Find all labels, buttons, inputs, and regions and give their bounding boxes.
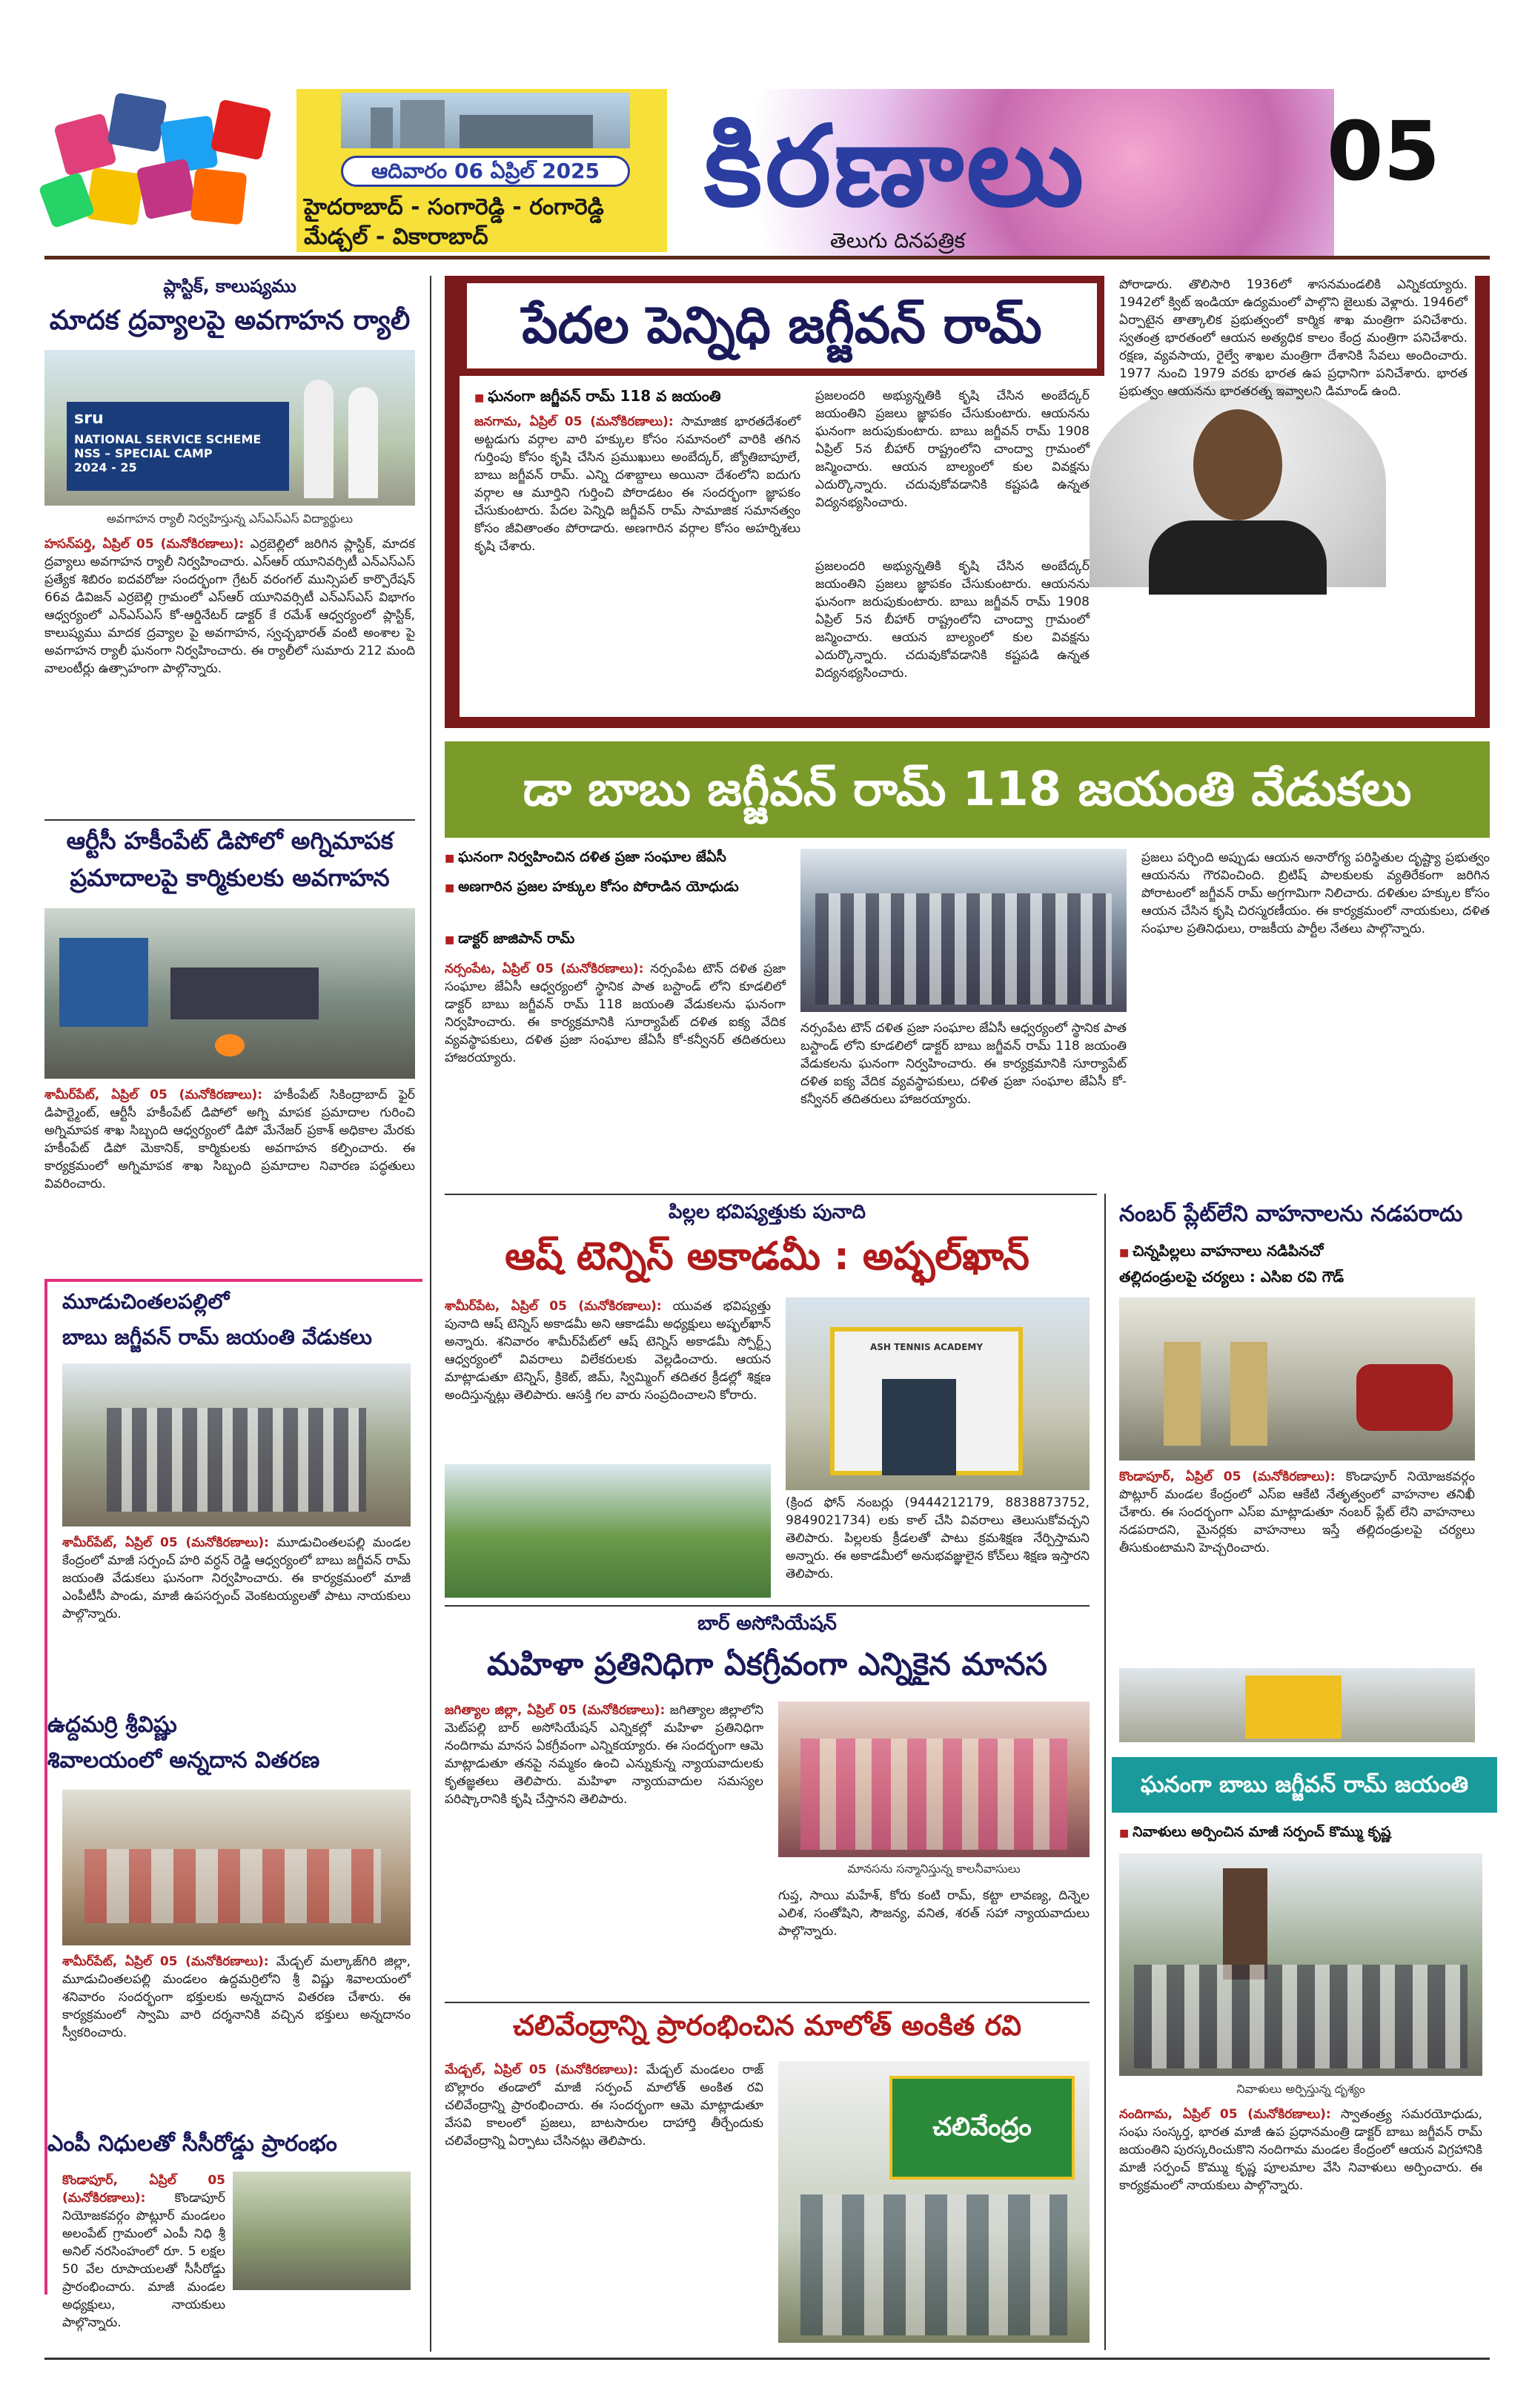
- tagline: తెలుగు దినపత్రిక: [830, 228, 966, 253]
- body-text: కొండాపూర్ నియోజకవర్గం పొట్లూర్ మండల కేంద్రంలో ఎస్ఐ ఆకేటి నేతృత్వంలో వాహనాల తనిఖీ చేశారు. ఈ సందర్భంగా ఎస్ఐ మాట్లాడుతూ నంబర్ ప్లేట్ లేని వాహనాలు నడపరాదని, మైనర్లకు వాహనాలు ఇస్తే తల్లిదండ్రులపై చర్యలు తీసుకుంటామని హెచ్చరించారు.: [1119, 1469, 1475, 1555]
- statue-tribute-photo: [1119, 1853, 1482, 2076]
- story-body-2: (క్రింద ఫోన్ నంబర్లు (9444212179, 8838873752, 9849021734) లకు కాల్ చేసి వివరాలు తెలుసుకోవచ్చని తెలిపారు. పిల్లలకు క్రీడలతో పాటు క్రమశిక్షణ నేర్పిస్తామని అన్నారు. ఈ అకాడమీలో అనుభవజ్ఞులైన కోచ్‌లు శిక్షణ ఇస్తారని తెలిపారు.: [786, 1495, 1090, 1581]
- tennis-story: [445, 1201, 1090, 1601]
- story-body: [62, 2172, 225, 2330]
- body-text: స్వాతంత్ర్య సమరయోధుడు, సంఘ సంస్కర్త, భారత మాజీ ఉప ప్రధానమంత్రి డాక్టర్ బాబు జగ్జీవన్ రామ్ జయంతిని పురస్కరించుకొని నందిగామ మండల కేంద్రంలో ఆయన విగ్రహానికి మాజీ సర్పంచ్ కొమ్ము కృష్ణ పూలమాల వేసి నివాళులు అర్పించారు. ఈ కార్యక్రమంలో నాయకులు పాల్గొన్నారు.: [1119, 2107, 1482, 2193]
- story-headline: మాదక ద్రవ్యాలపై అవగాహన ర్యాలీ: [49, 305, 411, 336]
- feature-col1: [474, 413, 800, 710]
- story-body: [62, 1534, 411, 1704]
- bar-headline: మహిళా ప్రతినిధిగా ఏకగ్రీవంగా ఎన్నికైన మానస: [487, 1646, 1047, 1682]
- story-headline-2: శివాలయంలో అన్నదాన వితరణ: [47, 1747, 320, 1773]
- banner-text: చలివేంద్రం: [932, 2112, 1032, 2142]
- story-body-2: గుప్త, సాయి మహేశ్, కోరు కంటి రామ్, కట్టా లావణ్య, దిన్నెల ఎలిశ, సంతోషిని, సౌజన్య, వనిత, శరత్ సహా న్యాయవాదులు పాల్గొన్నారు.: [778, 1888, 1090, 1939]
- dateline: హసన్‌పర్తి, ఏప్రిల్ 05 (మనోకిరణాలు):: [44, 537, 244, 552]
- story-body-2: నర్సంపేట టౌన్ దళిత ప్రజా సంఘాల జేఏసీ ఆధ్వర్యంలో స్థానిక పాత బస్టాండ్ లోని కూడలిలో డాక్టర్ బాబు జగ్జీవన్ రామ్ 118 జయంతి వేడుకలను ఘనంగా నిర్వహించారు. ఈ కార్యక్రమానికి సూర్యాపేట్ దళిత ఐక్య వేదిక వ్యవస్థాపకులు, దళిత ప్రజా సంఘాల జేఏసీ కో-కన్వీనర్ తదితరులు హాజరయ్యారు.: [800, 1021, 1127, 1107]
- story-body: [445, 1297, 771, 1461]
- nss-banner: [67, 402, 289, 491]
- photo-caption: నివాళులు అర్పిస్తున్న దృశ్యం: [1236, 2082, 1365, 2096]
- bullet-1: ■ నివాళులు అర్పించిన మాజీ సర్పంచ్ కొమ్ము కృష్ణ: [1119, 1824, 1490, 1844]
- academy-building-photo: [786, 1297, 1090, 1490]
- bullet-2: తల్లిదండ్రులపై చర్యలు : ఎసిఐ రవి గౌడ్: [1119, 1268, 1344, 1286]
- dateline: శామీర్‌పేట్, ఏప్రిల్ 05 (మనోకిరణాలు):: [62, 1954, 269, 1969]
- banner-line-1: NATIONAL SERVICE SCHEME: [74, 432, 262, 446]
- body-text: హకీంపేట్ సికింద్రాబాద్ ఫైర్ డిపార్ట్మెంట్, ఆర్టీసీ హకీంపేట్ డిపోలో అగ్ని మాపక ప్రమాదాల గురించి అగ్నిమాపక శాఖ సిబ్బంది ఆధ్వర్యంలో డిపో మేనేజర్ ప్రకాశ్ అధికాల మేరకు హకీంపేట్ డిపో మెకానిక్, కార్మికులకు అవగాహన కల్పించారు. ఈ కార్యక్రమంలో అగ్నిమాపక శాఖ సిబ్బంది ప్రమాదాల నివారణ పద్ధతులు వివరించారు.: [44, 1088, 416, 1191]
- districts-line-2: మేడ్చల్ - వికారాబాద్: [304, 224, 488, 250]
- body-text: మేడ్చల్ మల్కాజ్‌గిరి జిల్లా, మూడుచింతలపల్లి మండలం ఉద్దమర్రిలోని శ్రీ విష్ణు శివాలయంలో శనివారం సందర్భంగా భక్తులకు అన్నదాన వితరణ చేశారు. ఈ కార్యక్రమంలో స్వామి వారి దర్శనానికి వచ్చిన భక్తులు అన్నదానం స్వీకరించారు.: [62, 1954, 411, 2040]
- bullet-1: ■ చిన్నపిల్లలు వాహనాలు నడిపినచో: [1119, 1242, 1490, 1263]
- photo-caption: అవగాహన ర్యాలీ నిర్వహిస్తున్న ఎస్ఎస్ఎస్ విద్యార్థులు: [107, 512, 353, 526]
- dateline: శామీర్‌పేట్, ఏప్రిల్ 05 (మనోకిరణాలు):: [62, 1535, 269, 1550]
- dateline: జగిత్యాల జిల్లా, ఏప్రిల్ 05 (మనోకిరణాలు):: [445, 1703, 666, 1718]
- story-body: [44, 1086, 415, 1271]
- jayanthi-headline: డా బాబు జగ్జీవన్ రామ్ 118 జయంతి వేడుకలు: [523, 762, 1412, 817]
- tennis-kicker: పిల్లల భవిష్యత్తుకు పునాది: [669, 1201, 866, 1223]
- divider: [445, 2002, 1090, 2003]
- divider: [44, 819, 415, 821]
- jayanthi-group-photo: [62, 1363, 411, 1526]
- rally-photo: [44, 350, 415, 506]
- paper-name: కిరణాలు: [704, 102, 1087, 231]
- academy-grounds-photo: [445, 1464, 771, 1598]
- story-headline-1: ఉద్దమర్రి శ్రీవిష్ణు: [47, 1712, 177, 1738]
- left-story-plastic-rally: [44, 276, 415, 817]
- cc-road-photo: [233, 2172, 411, 2290]
- dateline: నందిగామ, ఏప్రిల్ 05 (మనోకిరణాలు):: [1119, 2107, 1331, 2122]
- felicitation-photo: [778, 1701, 1090, 1857]
- story-headline-2: ప్రమాదాలపై కార్మికులకు అవగాహన: [70, 864, 390, 892]
- page-number: 05: [1327, 104, 1441, 199]
- chalivendram-story: [445, 2009, 1090, 2350]
- column-divider: [430, 276, 431, 2352]
- vehicle-check-photo: [1119, 1297, 1475, 1461]
- annadanam-photo: [62, 1790, 411, 1945]
- body-text: యువత భవిష్యత్తు పునాది ఆష్ టెన్నిస్ అకాడమీ అని ఆకాడమీ అధ్యక్షులు అష్ఫల్‌ఖాన్ అన్నారు. శనివారం శామీర్‌పేట్‌లో ఆష్ టెన్నిస్ అకాడమీ స్పోర్ట్స్ ఆధ్వర్యంలో వివరాలు విలేకరులకు వెల్లడించారు. ఆయన మాట్లాడుతూ టెన్నిస్, క్రికెట్, జిమ్, స్విమ్మింగ్ తదితర క్రీడల్లో శిక్షణ అందిస్తున్నట్లు తెలిపారు. ఆసక్తి గల వారు సంప్రదించాలని కోరారు.: [445, 1299, 771, 1403]
- body-text: మూడుచింతలపల్లి మండల కేంద్రంలో మాజీ సర్పంచ్ హరి వర్ధన్ రెడ్డి ఆధ్వర్యంలో బాబు జగ్జీవన్ రామ్ జయంతి వేడుకలు ఘనంగా నిర్వహించారు. ఈ కార్యక్రమంలో మాజీ ఎంపీటీసీ పాండు, మాజీ ఉపసర్పంచ్ వెంకటయ్యలతో పాటు నాయకులు పాల్గొన్నారు.: [62, 1535, 411, 1621]
- sru-logo: sru: [74, 409, 104, 428]
- dateline: శామీర్‌పేట, ఏప్రిల్ 05 (మనోకిరణాలు):: [445, 1299, 662, 1314]
- body-text: నర్సంపేట టౌన్ దళిత ప్రజా సంఘాల జేఏసీ ఆధ్వర్యంలో స్థానిక పాత బస్టాండ్ లోని కూడలిలో డాక్టర్ బాబు జగ్జీవన్ రామ్ 118 జయంతి వేడుకలను ఘనంగా నిర్వహించారు. ఈ కార్యక్రమానికి సూర్యాపేట్ దళిత ఐక్య వేదిక వ్యవస్థాపకులు, దళిత ప్రజా సంఘాల జేఏసీ కో-కన్వీనర్ తదితరులు హాజరయ్యారు.: [445, 962, 786, 1065]
- teal-headline-band: [1112, 1757, 1497, 1813]
- body-text: కొండాపూర్ నియోజకవర్గం పొట్లూర్ మండలం అలంపేట్ గ్రామంలో ఎంపీ నిధి శ్రీ అనిల్ నరసింహంలో రూ. 5 లక్షల 50 వేల రూపాయలతో సీసీరోడ్డు ప్రారంభించారు. మాజీ మండల అధ్యక్షులు, నాయకులు పాల్గొన్నారు.: [62, 2191, 225, 2330]
- feature-subhead: ■ ఘనంగా జగ్జీవన్ రామ్ 118 వ జయంతి: [474, 387, 800, 408]
- date-line: ఆదివారం 06 ఏప్రిల్ 2025: [341, 156, 630, 187]
- banner-line-3: 2024 - 25: [74, 460, 137, 474]
- building-sign: ASH TENNIS ACADEMY: [869, 1342, 984, 1352]
- masthead: [0, 0, 1532, 259]
- social-media-cubes-graphic: [44, 89, 296, 237]
- divider: [445, 1194, 1097, 1195]
- story-headline: నంబర్ ప్లేట్‌లేని వాహనాలను నడపరాదు: [1119, 1201, 1463, 1227]
- bar-kicker: బార్ అసోసియేషన్: [697, 1612, 837, 1635]
- photo-caption: మానసను సన్మానిస్తున్న కాలనీవాసులు: [847, 1862, 1021, 1876]
- dateline: మేడ్చల్, ఏప్రిల్ 05 (మనోకిరణాలు):: [445, 2063, 639, 2077]
- story-headline: ఎంపీ నిధులతో సీసీరోడ్డు ప్రారంభం: [47, 2131, 337, 2157]
- divider: [445, 1605, 1090, 1607]
- story-kicker: ప్లాస్టిక్, కాలుష్యము: [163, 276, 296, 297]
- bullet-3: ■ డాక్టర్ జాజిపాన్ రామ్: [445, 930, 786, 950]
- right-story-number-plate: [1119, 1201, 1490, 1742]
- story-body: [44, 535, 415, 817]
- feature-border-bottom: [445, 717, 1490, 728]
- city-skyline-image: [341, 93, 630, 148]
- dateline: కొండాపూర్, ఏప్రిల్ 05 (మనోకిరణాలు):: [62, 2173, 225, 2206]
- story-body: [62, 1953, 411, 2123]
- feature-headline-box: [460, 276, 1104, 376]
- feature-border-left: [445, 276, 460, 728]
- dateline: నర్సంపేట, ఏప్రిల్ 05 (మనోకిరణాలు):: [445, 962, 644, 976]
- banner-line-2: NSS – SPECIAL CAMP: [74, 446, 213, 460]
- story-body: [1119, 1468, 1475, 1661]
- chalivendram-photo: [778, 2061, 1090, 2343]
- body-text: జగిత్యాల జిల్లాలోని మెట్‌పల్లి బార్ అసోసియేషన్ ఎన్నికల్లో మహిళా ప్రతినిధిగా నందిగామ మానస ఏకగ్రీవంగా ఎన్నికయ్యారు. ఈ సందర్భంగా ఆమె మాట్లాడుతూ తనపై నమ్మకం ఉంచి ఎన్నుకున్న న్యాయవాదులకు కృతజ్ఞతలు తెలిపారు. మహిళా న్యాయవాదుల సమస్యల పరిష్కారానికి కృషి చేస్తానని తెలిపారు.: [445, 1703, 764, 1807]
- left-story-fire-safety: [44, 827, 415, 1271]
- dateline: కొండాపూర్, ఏప్రిల్ 05 (మనోకిరణాలు):: [1119, 1469, 1336, 1484]
- body-text: మేడ్చల్ మండలం రాజ్ బొల్లారం తండాలో మాజీ సర్పంచ్ మాలోత్ అంకిత రవి చలివేంద్రాన్ని ప్రారంభించారు. ఈ సందర్భంగా ఆమె మాట్లాడుతూ వేసవి కాలంలో ప్రజలు, బాటసారుల దాహార్తి తీర్చేందుకు చలివేంద్రాన్ని ఏర్పాటు చేసినట్లు తెలిపారు.: [445, 2063, 763, 2149]
- feature-col2-cont: ప్రజలందరి అభ్యున్నతికి కృషి చేసిన అంబేద్కర్ జయంతిని ప్రజలు జ్ఞాపకం చేసుకుంటారు. ఆయనను ఘనంగా జరుపుకుంటారు. బాబు జగ్జీవన్ రామ్ 1908 ఏప్రిల్ 5న బీహార్ రాష్ట్రంలోని చాంద్వా గ్రామంలో జన్మించారు. ఆయన బాల్యంలో కుల వివక్షను ఎదుర్కొన్నారు. చదువుకోవడానికి కష్టపడి ఉన్నత విద్యనభ్యసించారు.: [815, 559, 1090, 681]
- story-body: [1119, 2106, 1482, 2343]
- bullet-1: ■ ఘనంగా నిర్వహించిన దళిత ప్రజా సంఘాల జేఏసీ: [445, 849, 786, 869]
- story-body: [445, 1701, 763, 1991]
- jayanthi-story: [445, 849, 1490, 1190]
- feature-col2: ప్రజలందరి అభ్యున్నతికి కృషి చేసిన అంబేద్కర్ జయంతిని ప్రజలు జ్ఞాపకం చేసుకుంటారు. ఆయనను ఘనంగా జరుపుకుంటారు. బాబు జగ్జీవన్ రామ్ 1908 ఏప్రిల్ 5న బీహార్ రాష్ట్రంలోని చాంద్వా గ్రామంలో జన్మించారు. ఆయన బాల్యంలో కుల వివక్షను ఎదుర్కొన్నారు. చదువుకోవడానికి కష్టపడి ఉన్నత విద్యనభ్యసించారు.: [815, 388, 1090, 510]
- story-headline-2: బాబు జగ్జీవన్ రామ్ జయంతి వేడుకలు: [62, 1325, 372, 1349]
- story-body: [445, 2061, 763, 2343]
- dateline: శామీర్‌పేట్, ఏప్రిల్ 05 (మనోకిరణాలు):: [44, 1088, 263, 1102]
- body-text: ఎర్రబెల్లిలో జరిగిన ప్లాస్టిక్, మాదక ద్రవ్యాలు అవగాహన ర్యాలీ నిర్వహించారు. ఎస్ఆర్ యూనివర్సిటీ ఎన్ఎస్ఎస్ ప్రత్యేక శిబిరం ఐదవరోజు సందర్భంగా గ్రేటర్ వరంగల్ మున్సిపల్ కార్పొరేషన్ 66వ డివిజన్ ఎర్రబెల్లి గ్రామంలో ఎస్ఆర్ యూనివర్సిటీ ఎన్ఎస్ఎస్ విభాగం ఆధ్వర్యంలో ఎన్ఎస్ఎస్ కో-ఆర్డినేటర్ డాక్టర్ కే రమేశ్ ఆధ్వర్యంలో ప్లాస్టిక్, కాలుష్యము మాదక ద్రవ్యాల పై అవగాహన, స్వచ్ఛభారత్ వంటి అంశాల పై అవగాహన ర్యాలీ ఘనంగా నిర్వహించారు. ఈ ర్యాలీలో సుమారు 212 మంది వాలంటీర్లు ఉత్సాహంగా పాల్గొన్నారు.: [44, 537, 415, 676]
- masthead-rule: [44, 256, 1490, 259]
- truck-photo: [1119, 1668, 1475, 1742]
- jayanthi-band: [445, 741, 1490, 838]
- story-headline-1: మూడుచింతలపల్లిలో: [62, 1289, 230, 1314]
- dateline: జనగామ, ఏప్రిల్ 05 (మనోకిరణాలు):: [474, 414, 674, 429]
- chalivendram-banner: [889, 2076, 1075, 2180]
- footer-rule: [44, 2358, 1490, 2360]
- feature-headline: పేదల పెన్నిధి జగ్జీవన్ రామ్: [467, 283, 1097, 368]
- chalivendram-headline: చలివేంద్రాన్ని ప్రారంభించిన మాలోత్ అంకిత రవి: [513, 2009, 1021, 2042]
- feature-border-right: [1475, 276, 1490, 728]
- right-story-jayanthi: [1112, 1757, 1497, 2350]
- feature-col3-right: పోరాడారు. తొలిసారి 1936లో శాసనమండలికి ఎన్నికయ్యారు. 1942లో క్విట్ ఇండియా ఉద్యమంలో పాల్గొని జైలుకు వెళ్లారు. 1946లో ఏర్పాటైన తాత్కాలిక ప్రభుత్వంలో కార్మిక శాఖ మంత్రిగా పనిచేశారు. స్వతంత్ర భారతంలో ఆయన అత్యధిక కాలం కేంద్ర మంత్రిగా పనిచేశారు. రక్షణ, వ్యవసాయ, రైల్వే శాఖల మంత్రిగా దేశానికి సేవలు అందించారు. 1977 నుంచి 1979 వరకు భారత ఉప ప్రధానిగా పనిచేశారు. భారత ప్రభుత్వం ఆయనను భారతరత్న ఇవ్వాలని డిమాండ్ ఉంది.: [1119, 277, 1468, 399]
- left-story-jayanthi-box: [44, 1279, 422, 2330]
- story-headline: ఘనంగా బాబు జగ్జీవన్ రామ్ జయంతి: [1140, 1772, 1469, 1798]
- bullet-2: ■ అణగారిన ప్రజల హక్కుల కోసం పోరాడిన యోధుడు: [445, 879, 786, 899]
- tennis-headline: ఆష్ టెన్నిస్ అకాడమీ : అష్ఫల్‌ఖాన్: [505, 1234, 1029, 1279]
- body-text: సామాజిక భారతదేశంలో అట్టడుగు వర్గాల వారి హక్కుల కోసం సమానంలో వారికి తగిన గుర్తింపు కోసం కృషి చేసిన ప్రముఖులు అంబేద్కర్, జ్యోతిబాపూలే, బాబు జగ్జీవన్ రామ్. ఎన్ని దశాబ్దాలు అయినా దేశంలోని ఐదుగు వర్గాల ఆ మూర్తిని గుర్తించి పోరాడటం ఈ సందర్భంగా జ్ఞాపకం చేసుకుంటారు. పేదల పెన్నిధి జగ్జీవన్ రామ్ సామాజిక సమానత్వం కోసం జీవితాంతం పోరాడారు. అణగారిన వర్గాల కోసం అహర్నిశలు కృషి చేశారు.: [474, 414, 800, 554]
- story-headline-1: ఆర్టీసీ హకీంపేట్ డిపోలో అగ్నిమాపక: [66, 827, 394, 855]
- districts-line-1: హైదరాబాద్ - సంగారెడ్డి - రంగారెడ్డి: [304, 194, 604, 220]
- story-body-3: ప్రజలు పర్ఛింది అప్పుడు ఆయన అనారోగ్య పరిస్థితుల దృష్ట్యా ప్రభుత్వం ఆయనను గౌరవించింది. బ్రిటిష్ పాలకులకు వ్యతిరేకంగా జరిగిన పోరాటంలో జగ్జీవన్ రామ్ అగ్రగామిగా నిలిచారు. దళితుల హక్కుల కోసం ఆయన చేసిన కృషి చిరస్మరణీయం. ఈ కార్యక్రమంలో నాయకులు, దళిత సంఘాల ప్రతినిధులు, రాజకీయ పార్టీల నేతలు పాల్గొన్నారు.: [1141, 850, 1490, 936]
- column-divider: [1104, 1194, 1106, 2350]
- fire-drill-photo: [44, 908, 415, 1079]
- bar-story: [445, 1612, 1090, 1998]
- jayanthi-event-photo: [800, 849, 1127, 1012]
- story-body: [445, 960, 786, 1182]
